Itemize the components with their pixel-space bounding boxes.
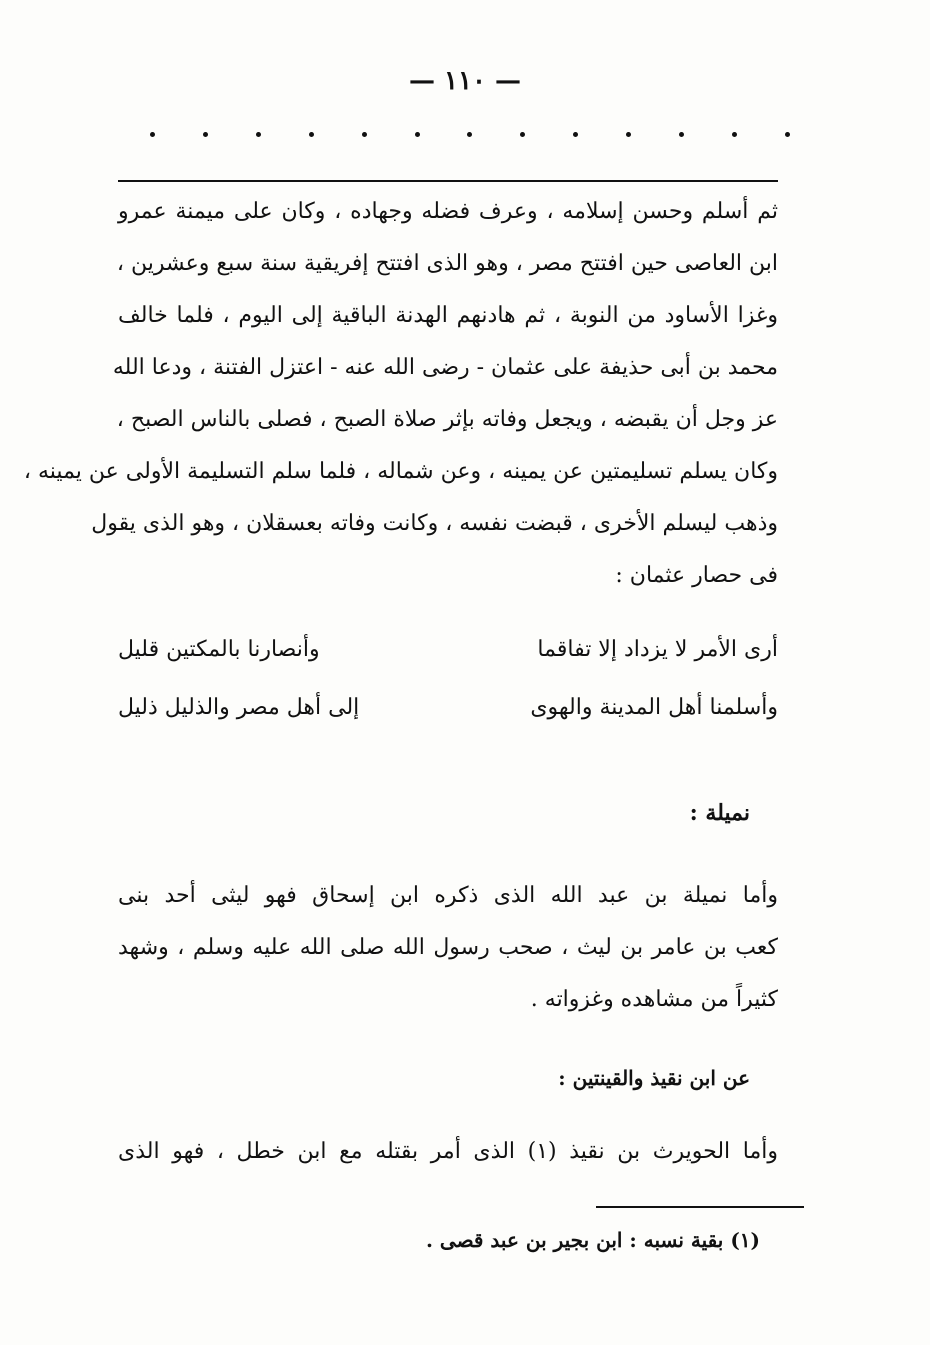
text-line: وذهب ليسلم الأخرى ، قبضت نفسه ، وكانت وفاته بعسقلان ، وهو الذى يقول xyxy=(91,511,778,536)
poem-verse xyxy=(118,620,778,678)
poem-block xyxy=(118,620,778,736)
divider-dot xyxy=(626,132,631,137)
paragraph-biography xyxy=(23,186,778,602)
divider-dot xyxy=(467,132,472,137)
section-heading-numayla: نميلة : xyxy=(689,800,750,826)
divider-dot xyxy=(309,132,314,137)
paragraph-numayla xyxy=(118,870,778,1026)
paragraph-huwayrith xyxy=(118,1126,778,1178)
footnote: (١) بقية نسبه : ابن بجير بن عبد قصى . xyxy=(425,1228,760,1252)
verse-first-hemistich: وأسلمنا أهل المدينة والهوى xyxy=(530,694,778,720)
divider-dot xyxy=(150,132,155,137)
header-rule xyxy=(118,180,778,182)
text-line: محمد بن أبى حذيفة على عثمان - رضى الله عنه - اعتزل الفتنة ، ودعا الله xyxy=(112,355,778,380)
divider-dot xyxy=(203,132,208,137)
section-heading-ibn-nuqaydh: عن ابن نقيذ والقينتين : xyxy=(558,1066,750,1090)
text-line: وأما الحويرث بن نقيذ (١) الذى أمر بقتله مع ابن خطل ، فهو الذى xyxy=(118,1139,778,1164)
divider-dot xyxy=(415,132,420,137)
divider-dot xyxy=(362,132,367,137)
text-line: كعب بن عامر بن ليث ، صحب رسول الله صلى الله عليه وسلم ، وشهد xyxy=(118,935,778,960)
text-line: ثم أسلم وحسن إسلامه ، وعرف فضله وجهاده ، وكان على ميمنة عمرو xyxy=(118,199,778,224)
divider-dot xyxy=(679,132,684,137)
text-line: وأما نميلة بن عبد الله الذى ذكره ابن إسحاق فهو ليثى أحد بنى xyxy=(118,883,778,908)
text-line: كثيراً من مشاهده وغزواته . xyxy=(530,987,778,1012)
verse-second-hemistich: إلى أهل مصر والذليل ذليل xyxy=(118,694,360,720)
page-number: — ١١٠ — xyxy=(408,66,522,96)
text-line: وغزا الأساود من النوبة ، ثم هادنهم الهدنة الباقية إلى اليوم ، فلما خالف xyxy=(118,303,778,328)
text-line: فى حصار عثمان : xyxy=(615,563,778,588)
text-line: عز وجل أن يقبضه ، ويجعل وفاته بإثر صلاة الصبح ، فصلى بالناس الصبح ، xyxy=(116,407,778,432)
divider-dot xyxy=(573,132,578,137)
poem-verse xyxy=(118,678,778,736)
divider-dot xyxy=(785,132,790,137)
verse-second-hemistich: وأنصارنا بالمكتين قليل xyxy=(118,636,320,662)
text-line: وكان يسلم تسليمتين عن يمينه ، وعن شماله ، فلما سلم التسليمة الأولى عن يمينه ، xyxy=(23,459,778,484)
divider-dot xyxy=(732,132,737,137)
divider-dot xyxy=(256,132,261,137)
divider-dot xyxy=(520,132,525,137)
text-line: ابن العاصى حين افتتح مصر ، وهو الذى افتتح إفريقية سنة سبع وعشرين ، xyxy=(116,251,778,276)
footnote-rule xyxy=(596,1206,804,1208)
verse-first-hemistich: أرى الأمر لا يزداد إلا تفاقما xyxy=(537,636,778,662)
decorative-dot-row xyxy=(150,132,790,137)
